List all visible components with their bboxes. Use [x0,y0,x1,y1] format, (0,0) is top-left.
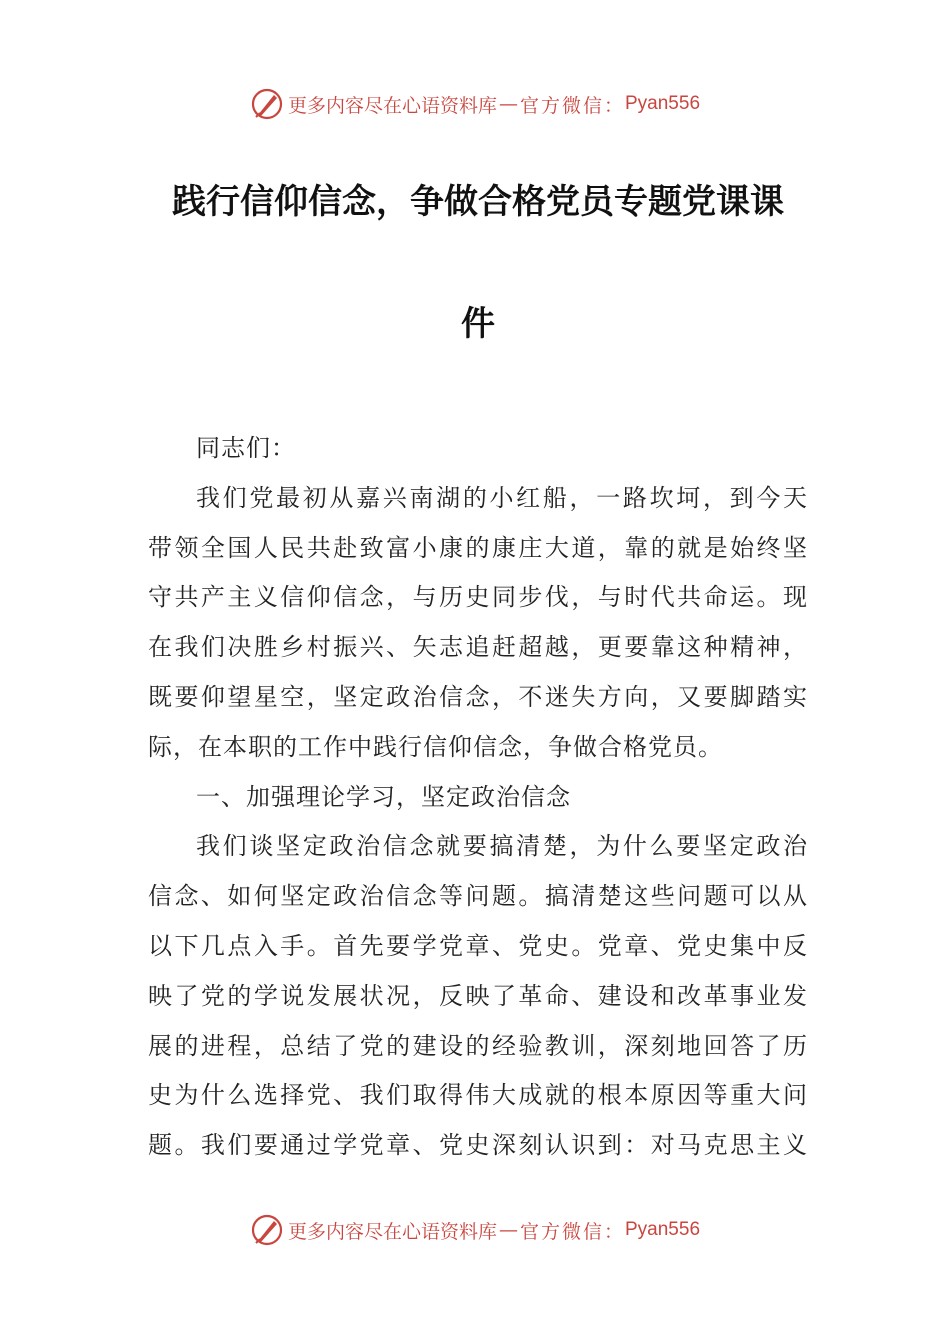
document-title-line-1: 践行信仰信念，争做合格党员专题党课课 [172,182,784,222]
body-line: 映了党的学说发展状况，反映了革命、建设和改革事业发 [148,981,808,1010]
banner-dash: — [498,93,518,115]
body-line: 信念、如何坚定政治信念等问题。搞清楚这些问题可以从 [148,882,808,911]
banner-wechat-label: 官方微信： [519,1220,625,1243]
footer-banner [0,1210,950,1250]
banner-wechat-id: Pyan556 [625,93,701,114]
quill-logo-icon [250,87,284,121]
body-line: 在我们决胜乡村振兴、矢志追赶超越，更要靠这种精神， [148,633,808,662]
header-banner [0,84,950,124]
body-line: 史为什么选择党、我们取得伟大成就的根本原因等重大问 [148,1081,808,1110]
banner-brand-text: 更多内容尽在心语资料库 [287,94,497,117]
body-line: 守共产主义信仰信念，与历史同步伐，与时代共命运。现 [148,583,808,612]
body-line: 我们党最初从嘉兴南湖的小红船，一路坎坷，到今天 [196,483,808,512]
body-line: 际，在本职的工作中践行信仰信念，争做合格党员。 [148,732,723,761]
body-line: 带领全国人民共赴致富小康的康庄大道，靠的就是始终坚 [148,533,808,562]
banner-wechat-label: 官方微信： [519,94,625,117]
document-title-line-2: 件 [461,304,495,344]
document-body [148,428,808,1175]
body-line: 题。我们要通过学党章、党史深刻认识到：对马克思主义 [148,1131,808,1160]
body-line: 既要仰望星空，坚定政治信念，不迷失方向，又要脚踏实 [148,682,808,711]
section-heading: 一、加强理论学习，坚定政治信念 [196,782,571,811]
quill-logo-icon [250,1213,284,1247]
body-line: 展的进程，总结了党的建设的经验教训，深刻地回答了历 [148,1031,808,1060]
body-line: 我们谈坚定政治信念就要搞清楚，为什么要坚定政治 [196,832,808,861]
banner-wechat-id: Pyan556 [625,1219,701,1240]
salutation-line: 同志们： [196,434,296,462]
banner-brand-text: 更多内容尽在心语资料库 [287,1220,497,1243]
banner-dash: — [498,1219,518,1241]
body-line: 以下几点入手。首先要学党章、党史。党章、党史集中反 [148,931,808,960]
